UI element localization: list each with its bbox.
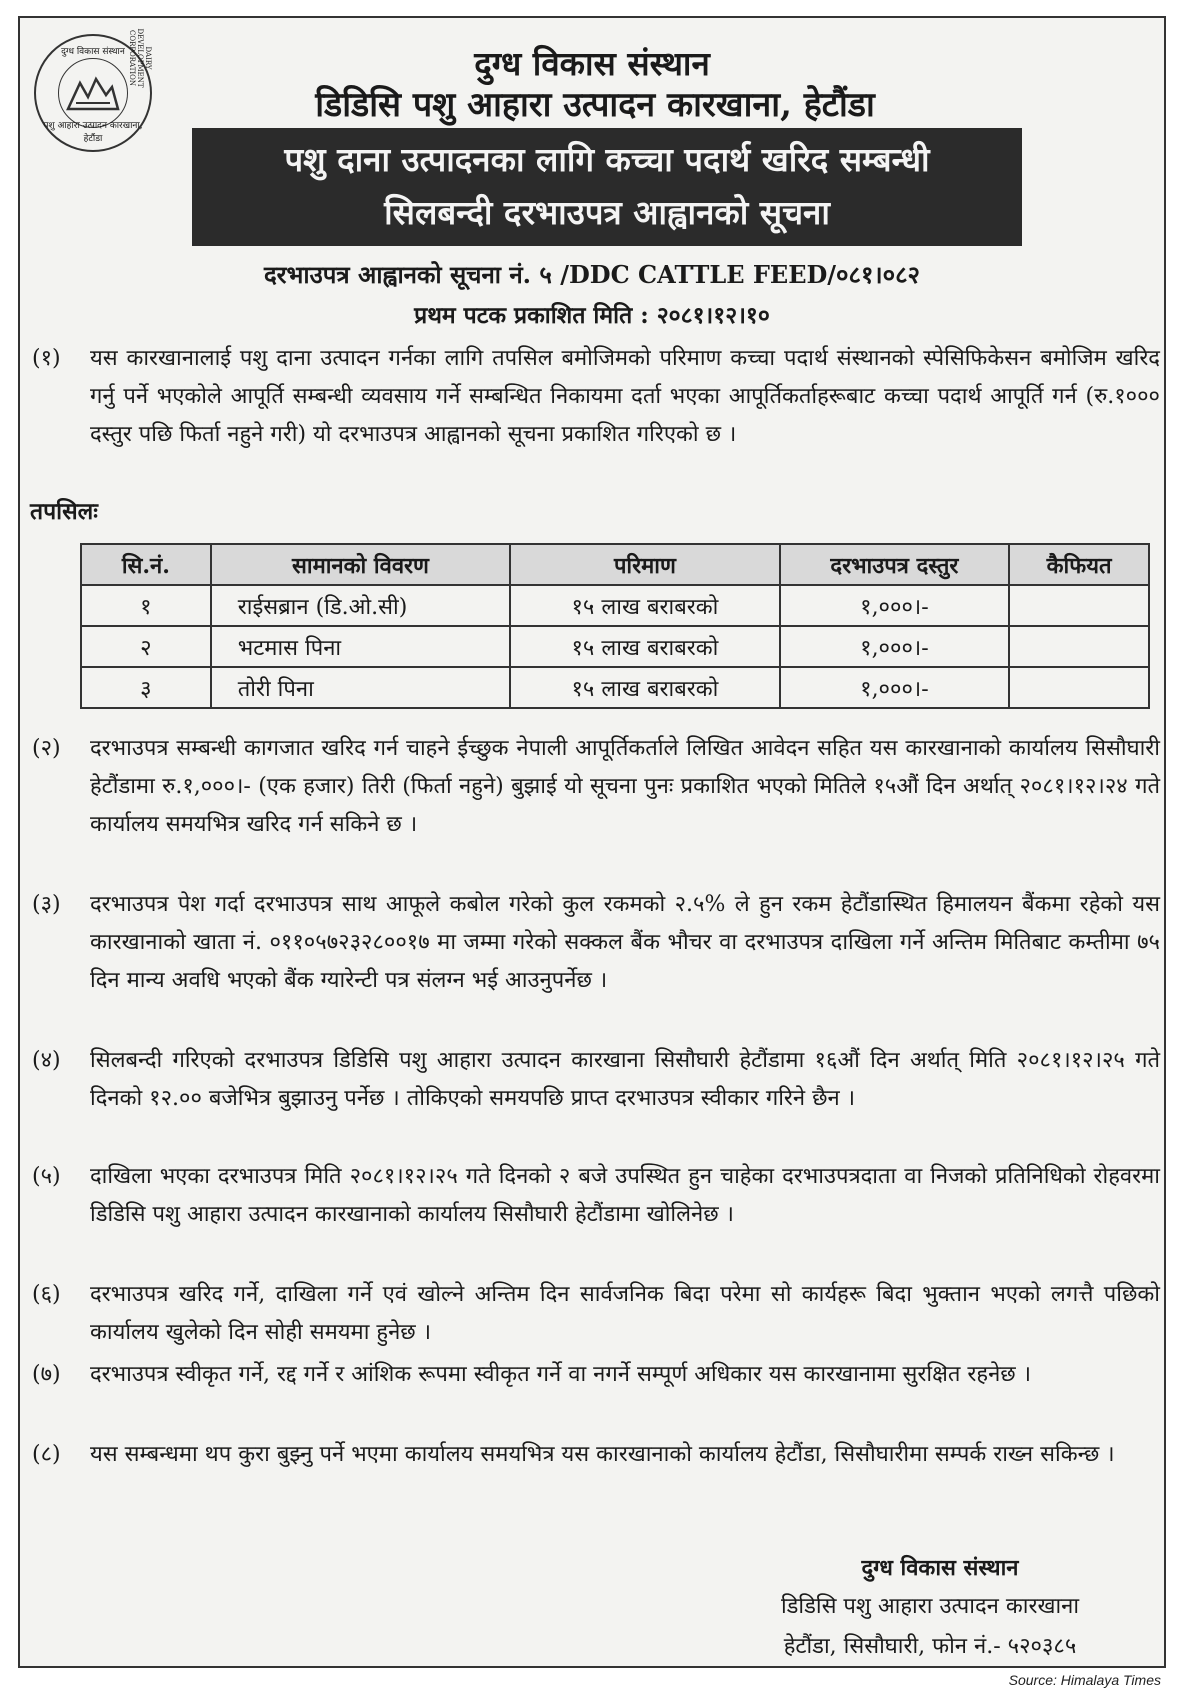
logo-ring-side-text: DAIRY DEVELOPMENT CORPORATION [128, 28, 152, 88]
paragraph-number: (२) [32, 736, 61, 761]
title-banner [192, 128, 1022, 246]
cell-description: राईसब्रान (डि.ओ.सी) [211, 585, 510, 626]
cell-description: तोरी पिना [211, 667, 510, 708]
schedule-table [80, 543, 1150, 709]
schedule-label: तपसिलः [30, 498, 98, 525]
header-remarks: कैफियत [1009, 544, 1149, 585]
paragraph-number: (१) [32, 346, 61, 371]
table-row [81, 667, 1149, 708]
paragraph-8 [32, 1436, 1160, 1474]
cell-quantity: १५ लाख बराबरको [510, 585, 779, 626]
paragraph-text: दरभाउपत्र खरिद गर्ने, दाखिला गर्ने एवं खोल्ने अन्तिम दिन सार्वजनिक बिदा परेमा सो कार्यहरू बिदा भुक्तान भएको लगत्तै पछिको कार्यालय खुलेको दिन सोही समयमा हुनेछ । [90, 1282, 1160, 1345]
signature-address: हेटौंडा, सिसौघारी, फोन नं.- ५२०३८५ [783, 1634, 1077, 1659]
title-line-1: पशु दाना उत्पादनका लागि कच्चा पदार्थ खरिद सम्बन्धी [284, 140, 930, 179]
paragraph-number: (६) [32, 1282, 61, 1307]
cell-remarks [1009, 667, 1149, 708]
cell-serial: १ [81, 585, 211, 626]
factory-name: डिडिसि पशु आहारा उत्पादन कारखाना, हेटौंडा [315, 85, 875, 125]
paragraph-text: दरभाउपत्र स्वीकृत गर्ने, रद्द गर्ने र आंशिक रूपमा स्वीकृत गर्ने वा नगर्ने सम्पूर्ण अधिकार यस कारखानामा सुरक्षित रहनेछ । [90, 1362, 1032, 1387]
paragraph-text: दाखिला भएका दरभाउपत्र मिति २०८१।१२।२५ गते दिनको २ बजे उपस्थित हुन चाहेका दरभाउपत्रदाता वा निजको प्रतिनिधिको रोहवरमा डिडिसि पशु आहारा उत्पादन कारखानाको कार्यालय सिसौघारी हेटौंडामा खोलिनेछ । [90, 1164, 1160, 1227]
paragraph-7 [32, 1356, 1160, 1394]
header-fee: दरभाउपत्र दस्तुर [780, 544, 1010, 585]
table-row [81, 585, 1149, 626]
cell-fee: १,०००।- [780, 585, 1010, 626]
paragraph-text: दरभाउपत्र सम्बन्धी कागजात खरिद गर्न चाहने ईच्छुक नेपाली आपूर्तिकर्ताले लिखित आवेदन सहित यस कारखानाको कार्यालय सिसौघारी हेटौंडामा रु.१,०००।- (एक हजार) तिरी (फिर्ता नहुने) बुझाई यो सूचना पुनः प्रकाशित भएको मितिले १५औं दिन अर्थात् २०८१।१२।२४ गते कार्यालय समयभित्र खरिद गर्न सकिने छ । [90, 736, 1160, 837]
publication-date: प्रथम पटक प्रकाशित मिति : २०८१।१२।१० [414, 302, 770, 329]
logo-ring-bottom-text: पशु आहारा उत्पादन कारखाना, हेटौंडा [43, 121, 143, 144]
paragraph-3 [32, 886, 1160, 1000]
cell-serial: ३ [81, 667, 211, 708]
signature-factory: डिडिसि पशु आहारा उत्पादन कारखाना [780, 1594, 1080, 1619]
title-line-2: सिलबन्दी दरभाउपत्र आह्वानको सूचना [384, 193, 830, 232]
paragraph-number: (८) [32, 1442, 61, 1467]
paragraph-2 [32, 730, 1160, 844]
paragraph-text: सिलबन्दी गरिएको दरभाउपत्र डिडिसि पशु आहारा उत्पादन कारखाना सिसौघारी हेटौंडामा १६औं दिन अर्थात् मिति २०८१।१२।२५ गते दिनको १२.०० बजेभित्र बुझाउनु पर्नेछ । तोकिएको समयपछि प्राप्त दरभाउपत्र स्वीकार गरिने छैन । [90, 1048, 1160, 1111]
paragraph-number: (५) [32, 1164, 61, 1189]
logo-ring-top-text: दुग्ध विकास संस्थान [61, 47, 125, 57]
paragraph-number: (७) [32, 1362, 61, 1387]
cell-serial: २ [81, 626, 211, 667]
signature-org: दुग्ध विकास संस्थान [861, 1555, 1019, 1581]
paragraph-1 [32, 340, 1160, 454]
notice-frame [18, 16, 1166, 1668]
cell-fee: १,०००।- [780, 667, 1010, 708]
cell-quantity: १५ लाख बराबरको [510, 626, 779, 667]
paragraph-text: यस सम्बन्धमा थप कुरा बुझ्नु पर्ने भएमा कार्यालय समयभित्र यस कारखानाको कार्यालय हेटौंडा, सिसौघारीमा सम्पर्क राख्न सकिन्छ । [90, 1442, 1115, 1467]
paragraph-number: (३) [32, 892, 61, 917]
paragraph-6 [32, 1276, 1160, 1352]
cell-remarks [1009, 585, 1149, 626]
cell-remarks [1009, 626, 1149, 667]
header-serial: सि.नं. [81, 544, 211, 585]
paragraph-number: (४) [32, 1048, 61, 1073]
paragraph-text: दरभाउपत्र पेश गर्दा दरभाउपत्र साथ आफूले कबोल गरेको कुल रकमको २.५% ले हुन रकम हेटौंडास्थित हिमालयन बैंकमा रहेको यस कारखानाको खाता नं. ०११०५७२३२८००१७ मा जम्मा गरेको सक्कल बैंक भौचर वा दरभाउपत्र दाखिला गर्ने अन्तिम मितिबाट कम्तीमा ७५ दिन मान्य अवधि भएको बैंक ग्यारेन्टी पत्र संलग्न भई आउनुपर्नेछ । [90, 892, 1160, 993]
table-header-row [81, 544, 1149, 585]
notice-number: दरभाउपत्र आह्वानको सूचना नं. ५ /DDC CATTLE FEED/०८१।०८२ [263, 260, 921, 289]
cell-fee: १,०००।- [780, 626, 1010, 667]
paragraph-text: यस कारखानालाई पशु दाना उत्पादन गर्नका लागि तपसिल बमोजिमको परिमाण कच्चा पदार्थ संस्थानको स्पेसिफिकेसन बमोजिम खरिद गर्नु पर्ने भएकोले आपूर्ति सम्बन्धी व्यवसाय गर्ने सम्बन्धित निकायमा दर्ता भएका आपूर्तिकर्ताहरूबाट कच्चा पदार्थ आपूर्ति गर्न (रु.१००० दस्तुर पछि फिर्ता नहुने गरी) यो दरभाउपत्र आह्वानको सूचना प्रकाशित गरिएको छ । [90, 346, 1160, 447]
source-credit: Source: Himalaya Times [1008, 1672, 1161, 1688]
header-quantity: परिमाण [510, 544, 779, 585]
table-row [81, 626, 1149, 667]
header-description: सामानको विवरण [211, 544, 510, 585]
paragraph-5 [32, 1158, 1160, 1234]
org-name: दुग्ध विकास संस्थान [474, 44, 710, 83]
paragraph-4 [32, 1042, 1160, 1118]
cell-description: भटमास पिना [211, 626, 510, 667]
cell-quantity: १५ लाख बराबरको [510, 667, 779, 708]
